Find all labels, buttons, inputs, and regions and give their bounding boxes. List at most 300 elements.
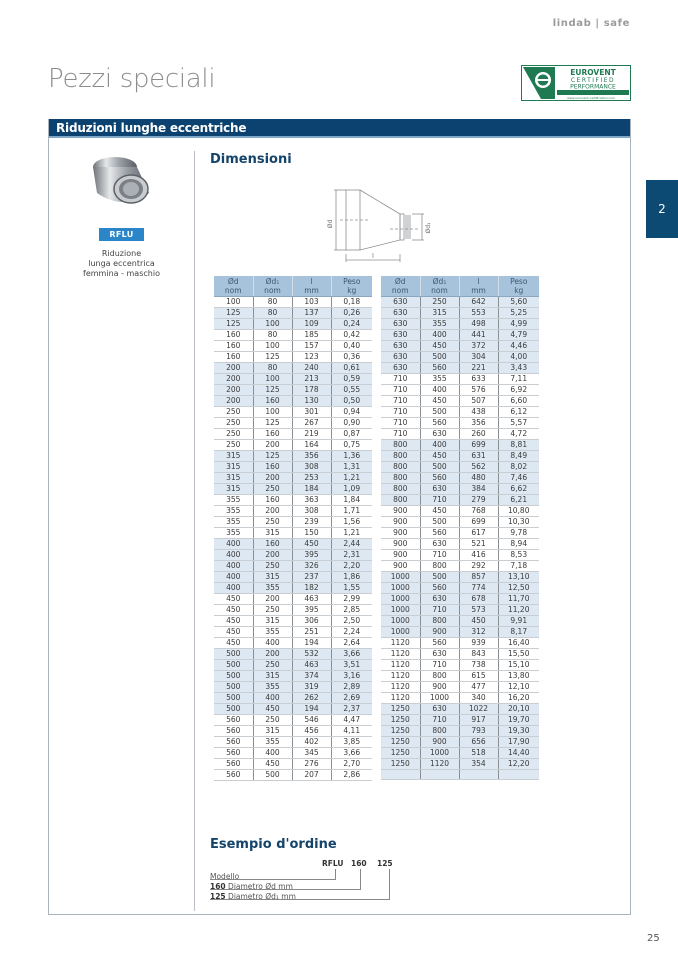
- cell-length: 182: [292, 582, 331, 593]
- dimensions-table-left: [214, 276, 372, 781]
- table-row: [214, 659, 372, 670]
- cell-weight: 7,11: [498, 373, 539, 384]
- page-number: 25: [647, 933, 660, 944]
- cell-weight: 0,18: [331, 296, 372, 307]
- header-diameter: Ød: [381, 276, 420, 286]
- description-line: femmina - maschio: [83, 269, 160, 278]
- cell-diameter-1: 450: [420, 505, 459, 516]
- cell-length: 416: [459, 549, 498, 560]
- cell-weight: 2,37: [331, 703, 372, 714]
- cell-weight: 8,49: [498, 450, 539, 461]
- cell-diameter: 1120: [381, 681, 420, 692]
- cell-diameter-1: 560: [420, 472, 459, 483]
- cell-weight: 0,40: [331, 340, 372, 351]
- cell-diameter-1: 630: [420, 648, 459, 659]
- cell-length: 240: [292, 362, 331, 373]
- cell-length: 301: [292, 406, 331, 417]
- cell-diameter: 200: [214, 395, 253, 406]
- cell-diameter-1: 160: [253, 494, 292, 505]
- cell-weight: 16,40: [498, 637, 539, 648]
- cell-diameter: 900: [381, 527, 420, 538]
- unit-diameter-1: nom: [420, 286, 459, 296]
- cell-diameter-1: 250: [253, 483, 292, 494]
- order-line-text: Diametro Ød mm: [225, 882, 293, 891]
- table-row: [214, 747, 372, 758]
- table-row: [214, 483, 372, 494]
- cell-diameter-1: 400: [420, 439, 459, 450]
- cell-diameter: 450: [214, 604, 253, 615]
- cell-diameter-1: 400: [253, 747, 292, 758]
- order-line-d1: [210, 892, 296, 901]
- table-row: [214, 670, 372, 681]
- cell-weight: 12,10: [498, 681, 539, 692]
- cell-length: 213: [292, 373, 331, 384]
- cell-length: 260: [459, 428, 498, 439]
- cell-weight: 15,50: [498, 648, 539, 659]
- header-weight: Peso: [331, 276, 372, 286]
- table-row: [381, 703, 539, 714]
- table-row: [214, 406, 372, 417]
- unit-weight: kg: [331, 286, 372, 296]
- cell-length: [459, 769, 498, 779]
- brand-logo: lindab | safe: [552, 18, 630, 29]
- cell-weight: 1,84: [331, 494, 372, 505]
- cell-weight: 0,75: [331, 439, 372, 450]
- cell-length: 402: [292, 736, 331, 747]
- cell-weight: 0,59: [331, 373, 372, 384]
- order-line-bold: 125: [210, 892, 226, 901]
- cell-diameter-1: 355: [253, 681, 292, 692]
- cell-diameter-1: 80: [253, 329, 292, 340]
- order-line-bold: 160: [210, 882, 226, 891]
- table-row: [381, 450, 539, 461]
- cell-length: 768: [459, 505, 498, 516]
- svg-text:Ød: Ød: [327, 219, 334, 229]
- cell-weight: 1,86: [331, 571, 372, 582]
- cell-weight: 2,24: [331, 626, 372, 637]
- cell-diameter: 630: [381, 307, 420, 318]
- cell-length: 292: [459, 560, 498, 571]
- cell-weight: 14,40: [498, 747, 539, 758]
- cell-length: 251: [292, 626, 331, 637]
- cell-length: 507: [459, 395, 498, 406]
- table-row: [214, 472, 372, 483]
- table-row: [214, 582, 372, 593]
- table-row: [381, 318, 539, 329]
- table-row: [214, 505, 372, 516]
- cell-diameter-1: 560: [420, 637, 459, 648]
- cell-diameter: 500: [214, 692, 253, 703]
- cell-diameter: 1120: [381, 659, 420, 670]
- unit-length: mm: [459, 286, 498, 296]
- product-description: [49, 249, 194, 279]
- cell-diameter: 560: [214, 758, 253, 769]
- cell-length: 262: [292, 692, 331, 703]
- unit-diameter: nom: [214, 286, 253, 296]
- table-row: [381, 483, 539, 494]
- cell-weight: 13,10: [498, 571, 539, 582]
- cell-diameter: 355: [214, 494, 253, 505]
- page-title: Pezzi speciali: [48, 64, 216, 94]
- section-header: Riduzioni lunghe eccentriche: [49, 119, 630, 138]
- cell-diameter: 250: [214, 439, 253, 450]
- cell-diameter: 450: [214, 637, 253, 648]
- table-row: [214, 439, 372, 450]
- cell-length: 123: [292, 351, 331, 362]
- svg-text:l: l: [372, 253, 374, 260]
- cell-diameter-1: 315: [253, 527, 292, 538]
- cell-diameter: 1250: [381, 714, 420, 725]
- header-length: l: [459, 276, 498, 286]
- cell-weight: 2,85: [331, 604, 372, 615]
- cell-weight: 15,10: [498, 659, 539, 670]
- cell-weight: 19,70: [498, 714, 539, 725]
- cell-diameter: 200: [214, 373, 253, 384]
- cell-diameter-1: 450: [253, 758, 292, 769]
- cell-diameter: 500: [214, 659, 253, 670]
- cell-length: 843: [459, 648, 498, 659]
- cell-diameter-1: 900: [420, 681, 459, 692]
- cell-diameter-1: 800: [420, 560, 459, 571]
- cell-diameter: [381, 769, 420, 779]
- cell-length: 178: [292, 384, 331, 395]
- cell-diameter-1: 450: [420, 395, 459, 406]
- cell-length: 164: [292, 439, 331, 450]
- cell-diameter: 125: [214, 318, 253, 329]
- order-line-d: [210, 882, 293, 891]
- cell-weight: 4,11: [331, 725, 372, 736]
- cell-length: 463: [292, 659, 331, 670]
- cell-diameter: 900: [381, 560, 420, 571]
- cell-length: 738: [459, 659, 498, 670]
- cell-weight: 0,94: [331, 406, 372, 417]
- cell-diameter: 1250: [381, 725, 420, 736]
- cell-weight: 2,70: [331, 758, 372, 769]
- product-code-badge: RFLU: [99, 228, 143, 241]
- cell-length: 633: [459, 373, 498, 384]
- cell-diameter-1: 710: [420, 604, 459, 615]
- cell-diameter: 630: [381, 351, 420, 362]
- table-row: [381, 406, 539, 417]
- cell-length: 642: [459, 296, 498, 307]
- cell-diameter-1: 125: [253, 417, 292, 428]
- table-row: [214, 384, 372, 395]
- cell-length: 312: [459, 626, 498, 637]
- cell-diameter-1: 1000: [420, 747, 459, 758]
- cell-diameter-1: 500: [420, 406, 459, 417]
- cell-weight: 2,69: [331, 692, 372, 703]
- cell-diameter: 1120: [381, 692, 420, 703]
- cell-length: 340: [459, 692, 498, 703]
- cell-diameter: 560: [214, 747, 253, 758]
- cell-weight: 4,99: [498, 318, 539, 329]
- cell-diameter: 900: [381, 549, 420, 560]
- table-row: [214, 615, 372, 626]
- table-row: [214, 373, 372, 384]
- cell-weight: 2,44: [331, 538, 372, 549]
- cell-length: 498: [459, 318, 498, 329]
- cell-length: 137: [292, 307, 331, 318]
- cell-weight: 0,55: [331, 384, 372, 395]
- cell-diameter: 800: [381, 461, 420, 472]
- cell-diameter: 160: [214, 340, 253, 351]
- cell-diameter-1: 315: [253, 670, 292, 681]
- table-row: [214, 560, 372, 571]
- cell-weight: 9,91: [498, 615, 539, 626]
- table-row: [214, 758, 372, 769]
- table-row: [381, 340, 539, 351]
- cell-length: 363: [292, 494, 331, 505]
- cell-diameter: 315: [214, 461, 253, 472]
- cell-diameter: 315: [214, 472, 253, 483]
- cell-diameter: 710: [381, 406, 420, 417]
- cell-diameter-1: 160: [253, 538, 292, 549]
- cell-weight: 20,10: [498, 703, 539, 714]
- table-row: [381, 527, 539, 538]
- table-row: [214, 351, 372, 362]
- header-diameter-1: Ød₁: [253, 276, 292, 286]
- cell-diameter-1: 125: [253, 450, 292, 461]
- order-line-text: Modello: [210, 872, 240, 881]
- cell-length: 774: [459, 582, 498, 593]
- cell-diameter-1: 355: [253, 736, 292, 747]
- table-row: [381, 472, 539, 483]
- cell-length: 319: [292, 681, 331, 692]
- cell-diameter: 500: [214, 670, 253, 681]
- table-row: [381, 494, 539, 505]
- cell-weight: 4,46: [498, 340, 539, 351]
- cell-diameter: 630: [381, 296, 420, 307]
- cell-weight: 8,53: [498, 549, 539, 560]
- dimensions-heading: Dimensioni: [210, 152, 292, 167]
- cell-diameter: 355: [214, 505, 253, 516]
- cell-diameter-1: 500: [420, 351, 459, 362]
- cell-weight: 3,85: [331, 736, 372, 747]
- table-row: [214, 527, 372, 538]
- cell-length: 308: [292, 505, 331, 516]
- header-diameter: Ød: [214, 276, 253, 286]
- cell-diameter-1: 160: [253, 461, 292, 472]
- table-row: [214, 725, 372, 736]
- cell-diameter: 1250: [381, 758, 420, 769]
- cell-diameter: 1000: [381, 582, 420, 593]
- table-row: [381, 417, 539, 428]
- cell-weight: 3,66: [331, 648, 372, 659]
- table-row: [381, 560, 539, 571]
- cell-diameter: 710: [381, 417, 420, 428]
- table-row: [381, 428, 539, 439]
- svg-text:www.eurovent-certification.com: www.eurovent-certification.com: [567, 96, 615, 100]
- table-row: [381, 373, 539, 384]
- chapter-tab[interactable]: [646, 180, 678, 238]
- cell-diameter-1: 355: [420, 318, 459, 329]
- cell-length: 356: [459, 417, 498, 428]
- cell-length: 185: [292, 329, 331, 340]
- unit-diameter-1: nom: [253, 286, 292, 296]
- cell-diameter-1: 250: [420, 296, 459, 307]
- cell-diameter-1: 125: [253, 384, 292, 395]
- cell-weight: 4,47: [331, 714, 372, 725]
- table-row: [381, 659, 539, 670]
- cell-diameter-1: 100: [253, 406, 292, 417]
- cell-weight: 4,00: [498, 351, 539, 362]
- cell-diameter-1: 100: [253, 373, 292, 384]
- table-row: [214, 626, 372, 637]
- cell-diameter-1: 400: [420, 329, 459, 340]
- table-row: [381, 769, 539, 779]
- cell-weight: 0,90: [331, 417, 372, 428]
- eurovent-certification-logo: [521, 65, 631, 101]
- cell-diameter-1: 200: [253, 549, 292, 560]
- cell-weight: 0,61: [331, 362, 372, 373]
- cell-length: 521: [459, 538, 498, 549]
- cell-diameter-1: 250: [253, 604, 292, 615]
- cell-weight: 13,80: [498, 670, 539, 681]
- cell-diameter: 1250: [381, 747, 420, 758]
- order-example: [210, 859, 440, 909]
- cell-diameter-1: 250: [253, 714, 292, 725]
- cell-diameter: 200: [214, 384, 253, 395]
- cell-diameter-1: 400: [253, 692, 292, 703]
- cell-diameter: 710: [381, 428, 420, 439]
- order-code-d: 160: [351, 859, 367, 868]
- description-line: lunga eccentrica: [88, 259, 155, 268]
- cell-diameter-1: 500: [420, 516, 459, 527]
- table-row: [214, 395, 372, 406]
- cell-weight: 1,56: [331, 516, 372, 527]
- table-row: [214, 516, 372, 527]
- cell-diameter-1: 500: [420, 461, 459, 472]
- unit-diameter: nom: [381, 286, 420, 296]
- cell-diameter-1: 630: [420, 483, 459, 494]
- cell-length: 253: [292, 472, 331, 483]
- cell-weight: 2,64: [331, 637, 372, 648]
- table-row: [214, 318, 372, 329]
- cell-diameter-1: 250: [253, 516, 292, 527]
- cell-length: 345: [292, 747, 331, 758]
- cell-length: 354: [459, 758, 498, 769]
- cell-diameter-1: 630: [420, 593, 459, 604]
- cell-length: 518: [459, 747, 498, 758]
- cell-length: 450: [459, 615, 498, 626]
- table-row: [214, 549, 372, 560]
- cell-length: 239: [292, 516, 331, 527]
- cell-weight: 8,17: [498, 626, 539, 637]
- cell-length: 939: [459, 637, 498, 648]
- cell-diameter-1: 630: [420, 428, 459, 439]
- cell-weight: 2,31: [331, 549, 372, 560]
- table-row: [381, 538, 539, 549]
- cell-diameter: 630: [381, 318, 420, 329]
- cell-diameter: 900: [381, 538, 420, 549]
- cell-weight: 6,60: [498, 395, 539, 406]
- order-code-model: RFLU: [322, 859, 344, 868]
- cell-length: 374: [292, 670, 331, 681]
- table-row: [381, 681, 539, 692]
- svg-text:CERTIFIED: CERTIFIED: [570, 77, 616, 84]
- cell-diameter: 160: [214, 329, 253, 340]
- table-row: [214, 769, 372, 780]
- cell-length: 532: [292, 648, 331, 659]
- cell-diameter: 1000: [381, 604, 420, 615]
- cell-diameter: 500: [214, 648, 253, 659]
- cell-weight: 0,26: [331, 307, 372, 318]
- cell-weight: 3,16: [331, 670, 372, 681]
- cell-diameter: 630: [381, 362, 420, 373]
- table-row: [381, 648, 539, 659]
- table-row: [214, 461, 372, 472]
- cell-diameter-1: 630: [420, 703, 459, 714]
- cell-length: 617: [459, 527, 498, 538]
- cell-weight: 1,09: [331, 483, 372, 494]
- cell-diameter: 800: [381, 439, 420, 450]
- cell-diameter-1: 710: [420, 659, 459, 670]
- table-row: [381, 615, 539, 626]
- table-row: [214, 417, 372, 428]
- cell-length: 109: [292, 318, 331, 329]
- cell-weight: 1,55: [331, 582, 372, 593]
- cell-length: 279: [459, 494, 498, 505]
- table-row: [381, 626, 539, 637]
- cell-weight: 1,21: [331, 527, 372, 538]
- cell-diameter: 1000: [381, 593, 420, 604]
- cell-weight: [498, 769, 539, 779]
- table-row: [381, 461, 539, 472]
- cell-length: 562: [459, 461, 498, 472]
- cell-diameter-1: 250: [253, 560, 292, 571]
- table-row: [214, 494, 372, 505]
- table-row: [381, 439, 539, 450]
- cell-diameter: 250: [214, 406, 253, 417]
- cell-length: 438: [459, 406, 498, 417]
- cell-length: 150: [292, 527, 331, 538]
- cell-diameter-1: 160: [253, 428, 292, 439]
- cell-length: 450: [292, 538, 331, 549]
- cell-diameter: 1250: [381, 703, 420, 714]
- cell-diameter: 560: [214, 714, 253, 725]
- cell-weight: 9,78: [498, 527, 539, 538]
- table-row: [381, 714, 539, 725]
- cell-diameter: 400: [214, 538, 253, 549]
- cell-diameter: 315: [214, 450, 253, 461]
- cell-diameter-1: 560: [420, 417, 459, 428]
- cell-diameter-1: 315: [420, 307, 459, 318]
- cell-length: 237: [292, 571, 331, 582]
- cell-length: 267: [292, 417, 331, 428]
- cell-weight: 12,20: [498, 758, 539, 769]
- cell-weight: 17,90: [498, 736, 539, 747]
- cell-diameter-1: 250: [253, 659, 292, 670]
- order-code-d1: 125: [377, 859, 393, 868]
- cell-length: 1022: [459, 703, 498, 714]
- table-row: [214, 736, 372, 747]
- cell-length: 441: [459, 329, 498, 340]
- cell-diameter: 450: [214, 615, 253, 626]
- cell-diameter: 900: [381, 505, 420, 516]
- cell-diameter: 315: [214, 483, 253, 494]
- cell-weight: 1,71: [331, 505, 372, 516]
- cell-weight: 19,30: [498, 725, 539, 736]
- cell-diameter-1: 355: [253, 582, 292, 593]
- order-line-model: [210, 872, 239, 881]
- cell-diameter: 560: [214, 725, 253, 736]
- cell-diameter-1: 200: [253, 505, 292, 516]
- svg-text:EUROVENT: EUROVENT: [570, 68, 616, 77]
- cell-length: 157: [292, 340, 331, 351]
- table-row: [214, 604, 372, 615]
- table-row: [214, 340, 372, 351]
- cell-length: 456: [292, 725, 331, 736]
